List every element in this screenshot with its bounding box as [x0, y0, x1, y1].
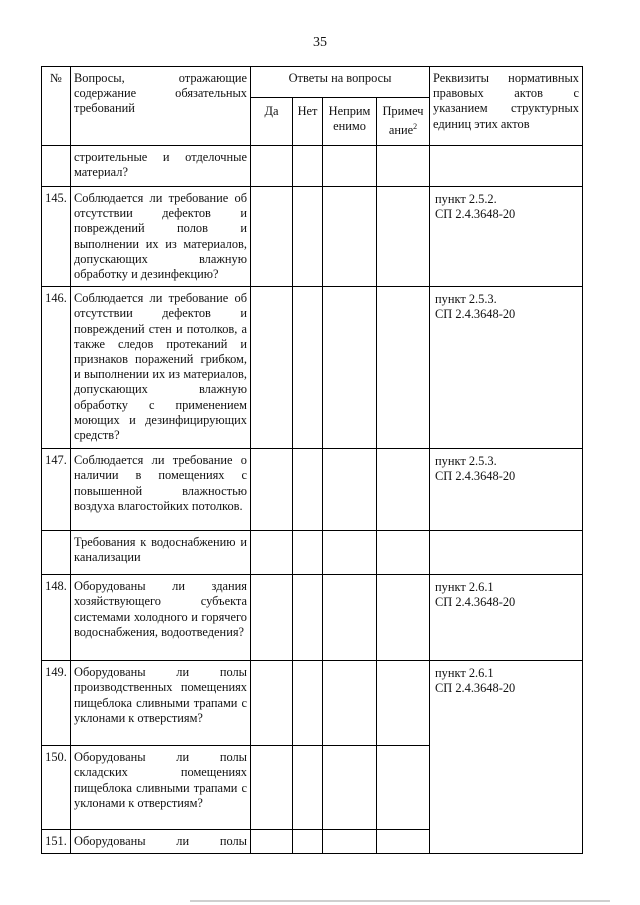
answer-na-cell[interactable]: [323, 746, 377, 830]
answer-note-cell[interactable]: [377, 830, 430, 854]
table-row: [42, 146, 583, 187]
table-row: [42, 187, 583, 287]
header-num: №: [42, 67, 71, 146]
answer-note-cell[interactable]: [377, 661, 430, 746]
row-number: 150.: [42, 746, 71, 830]
answer-no-cell[interactable]: [293, 830, 323, 854]
question-text: Соблюдается ли требование о наличии в помещениях с повышенной влажностью воздуха влагостойких потолков.: [71, 449, 251, 531]
table-row: [42, 287, 583, 449]
answer-na-cell[interactable]: [323, 830, 377, 854]
section-row: [42, 531, 583, 575]
header-not-applicable: Неприм енимо: [323, 98, 377, 146]
answer-yes-cell[interactable]: [251, 449, 293, 531]
question-text: Соблюдается ли требование об отсутствии дефектов и повреждений стен и потолков, а также следов протеканий и признаков поражений грибком, и выполнении их из материалов, допускающих влажную обработку с применением моющих и дезинфицирующих средств?: [71, 287, 251, 449]
answer-note-cell[interactable]: [377, 187, 430, 287]
row-number: 146.: [42, 287, 71, 449]
table-row: [42, 449, 583, 531]
header-questions: Вопросы, отражающие содержание обязательных требований: [71, 67, 251, 146]
table-row: [42, 575, 583, 661]
answer-no-cell[interactable]: [293, 187, 323, 287]
answer-no-cell[interactable]: [293, 746, 323, 830]
answer-note-cell[interactable]: [377, 575, 430, 661]
answer-no-cell[interactable]: [293, 449, 323, 531]
answer-yes-cell[interactable]: [251, 830, 293, 854]
header-note: Примеч ание$^2$: [377, 98, 430, 146]
reference-cell: пункт 2.5.3. СП 2.4.3648-20: [430, 449, 583, 531]
answer-na-cell[interactable]: [323, 531, 377, 575]
row-number: 147.: [42, 449, 71, 531]
section-title: Требования к водоснабжению и канализации: [71, 531, 251, 575]
answer-na-cell[interactable]: [323, 661, 377, 746]
question-text: Оборудованы ли здания хозяйствующего субъекта системами холодного и горячего водоснабжения, водоотведения?: [71, 575, 251, 661]
table-row: [42, 661, 583, 746]
row-number: 148.: [42, 575, 71, 661]
page-number: 35: [313, 35, 327, 50]
answer-yes-cell[interactable]: [251, 531, 293, 575]
answer-na-cell[interactable]: [323, 575, 377, 661]
answer-note-cell[interactable]: [377, 449, 430, 531]
answer-note-cell[interactable]: [377, 146, 430, 187]
question-text: Оборудованы ли полы: [71, 830, 251, 854]
answer-note-cell[interactable]: [377, 531, 430, 575]
answer-no-cell[interactable]: [293, 661, 323, 746]
header-refs: Реквизиты нормативных правовых актов с указанием структурных единиц этих актов: [430, 67, 583, 146]
question-text: Оборудованы ли полы складских помещениях пищеблока сливными трапами с уклонами к отверстиям?: [71, 746, 251, 830]
scan-edge-divider: [190, 900, 610, 902]
header-answers: Ответы на вопросы: [251, 67, 430, 98]
answer-no-cell[interactable]: [293, 146, 323, 187]
answer-na-cell[interactable]: [323, 449, 377, 531]
answer-note-cell[interactable]: [377, 746, 430, 830]
question-text: Соблюдается ли требование об отсутствии дефектов и повреждений полов и выполнении их из материалов, допускающих влажную обработку и дезинфекцию?: [71, 187, 251, 287]
answer-yes-cell[interactable]: [251, 575, 293, 661]
row-number: 151.: [42, 830, 71, 854]
header-row: [42, 67, 583, 98]
answer-na-cell[interactable]: [323, 146, 377, 187]
header-no: Нет: [293, 98, 323, 146]
reference-cell: пункт 2.6.1 СП 2.4.3648-20: [430, 661, 583, 854]
checklist-table: [41, 66, 583, 854]
reference-cell: пункт 2.6.1 СП 2.4.3648-20: [430, 575, 583, 661]
question-text: строительные и отделочные материал?: [71, 146, 251, 187]
reference-cell: пункт 2.5.3. СП 2.4.3648-20: [430, 287, 583, 449]
answer-no-cell[interactable]: [293, 575, 323, 661]
answer-no-cell[interactable]: [293, 287, 323, 449]
answer-yes-cell[interactable]: [251, 287, 293, 449]
question-text: Оборудованы ли полы производственных помещениях пищеблока сливными трапами с уклонами к отверстиям?: [71, 661, 251, 746]
answer-yes-cell[interactable]: [251, 146, 293, 187]
answer-yes-cell[interactable]: [251, 187, 293, 287]
header-yes: Да: [251, 98, 293, 146]
answer-yes-cell[interactable]: [251, 661, 293, 746]
answer-no-cell[interactable]: [293, 531, 323, 575]
answer-note-cell[interactable]: [377, 287, 430, 449]
answer-na-cell[interactable]: [323, 287, 377, 449]
reference-cell: пункт 2.5.2. СП 2.4.3648-20: [430, 187, 583, 287]
row-number: 145.: [42, 187, 71, 287]
answer-yes-cell[interactable]: [251, 746, 293, 830]
answer-na-cell[interactable]: [323, 187, 377, 287]
row-number: 149.: [42, 661, 71, 746]
